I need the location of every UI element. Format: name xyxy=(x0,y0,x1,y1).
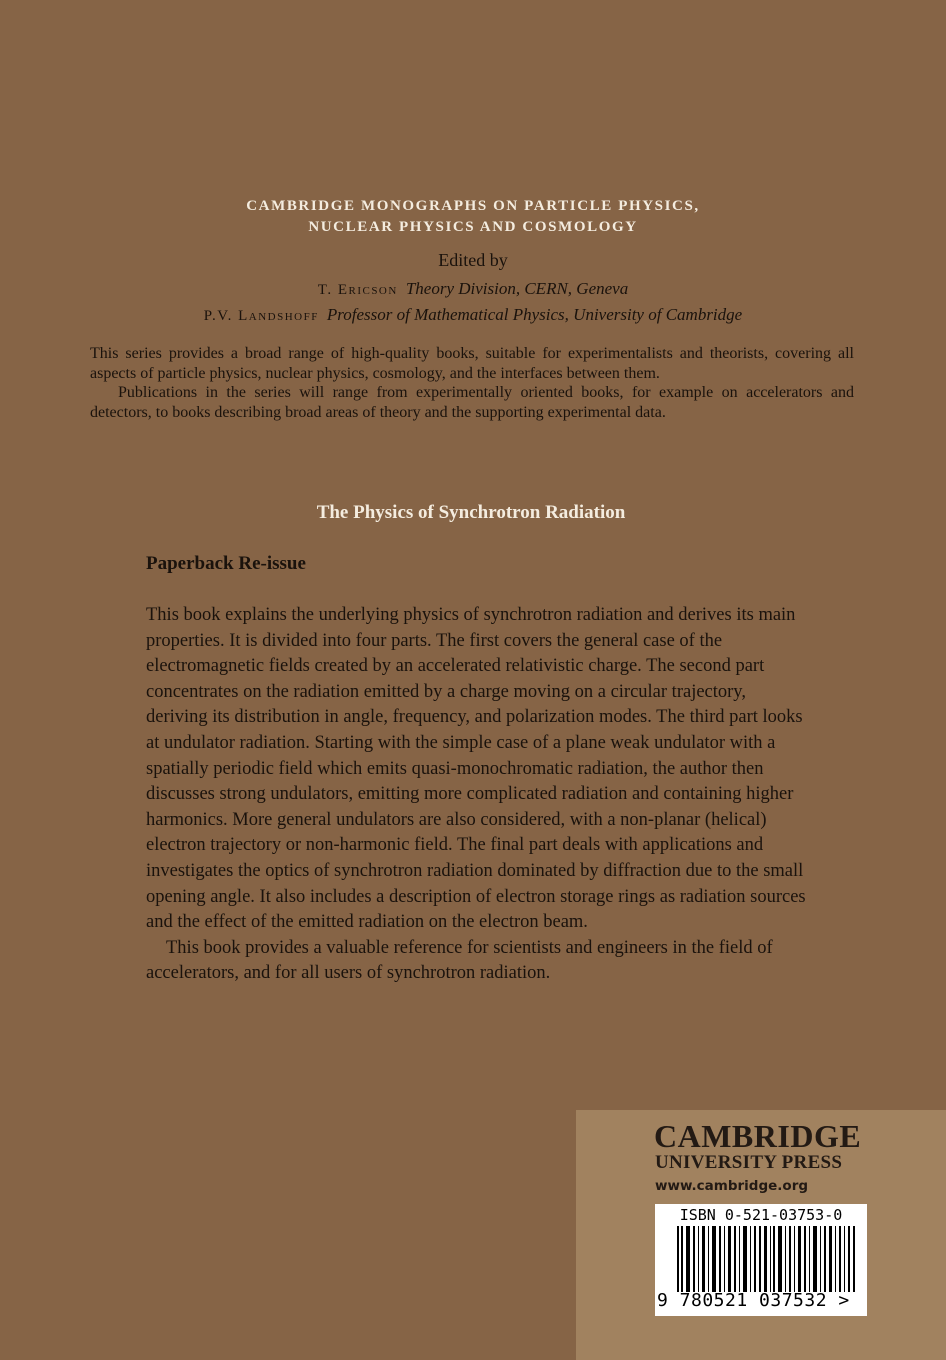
barcode xyxy=(655,1204,867,1316)
series-description-para: This series provides a broad range of high-quality books, suitable for experimentalists and theorists, covering all aspects of particle physics, nuclear physics, cosmology, and the interfaces between them. xyxy=(90,345,854,382)
series-title-line1: CAMBRIDGE MONOGRAPHS ON PARTICLE PHYSICS, xyxy=(246,198,700,214)
series-title xyxy=(0,196,946,238)
publisher-subname: UNIVERSITY PRESS xyxy=(655,1152,843,1173)
publisher-box xyxy=(576,1110,946,1360)
isbn-text: ISBN 0-521-03753-0 xyxy=(679,1206,843,1224)
barcode-bars-icon xyxy=(677,1226,857,1292)
editor-landshoff xyxy=(0,305,946,325)
ean-text: 9 780521 037532 > xyxy=(657,1290,850,1311)
series-description xyxy=(90,344,854,422)
series-title-line2: NUCLEAR PHYSICS AND COSMOLOGY xyxy=(308,219,638,235)
editor-name: T. Ericson xyxy=(317,282,398,298)
edition-label: Paperback Re-issue xyxy=(146,553,306,574)
publisher-logo: CAMBRIDGE xyxy=(654,1118,862,1154)
blurb-para: This book explains the underlying physics of synchrotron radiation and derives its main properties. It is divided into four parts. The first covers the general case of the electromagnetic fields created by an accelerated relativistic charge. The second part concentrates on the radiation emitted by a charge moving on a circular trajectory, deriving its distribution in angle, frequency, and polarization modes. The third part looks at undulator radiation. Starting with the simple case of a plane weak undulator with a spatially periodic field which emits quasi-monochromatic radiation, the author then discusses strong undulators, emitting more complicated radiation and containing higher harmonics. More general undulators are also considered, with a non-planar (helical) electron trajectory or non-harmonic field. The final part deals with applications and investigates the optics of synchrotron radiation dominated by diffraction due to the small opening angle. It also includes a description of electron storage rings as radiation sources and the effect of the emitted radiation on the electron beam. xyxy=(146,605,806,933)
edited-by-label: Edited by xyxy=(438,250,508,270)
editor-name: P.V. Landshoff xyxy=(203,308,319,324)
editor-ericson xyxy=(0,279,946,299)
editor-affiliation: Theory Division, CERN, Geneva xyxy=(405,279,629,298)
book-blurb xyxy=(146,603,808,987)
book-title: The Physics of Synchrotron Radiation xyxy=(316,502,626,523)
blurb-para: This book provides a valuable reference for scientists and engineers in the field of accelerators, and for all users of synchrotron radiation. xyxy=(146,937,773,984)
editor-affiliation: Professor of Mathematical Physics, University of Cambridge xyxy=(326,305,743,324)
series-description-para: Publications in the series will range from experimentally oriented books, for example on accelerators and detectors, to books describing broad areas of theory and the supporting experimental data. xyxy=(90,384,854,421)
publisher-url: www.cambridge.org xyxy=(655,1178,809,1194)
